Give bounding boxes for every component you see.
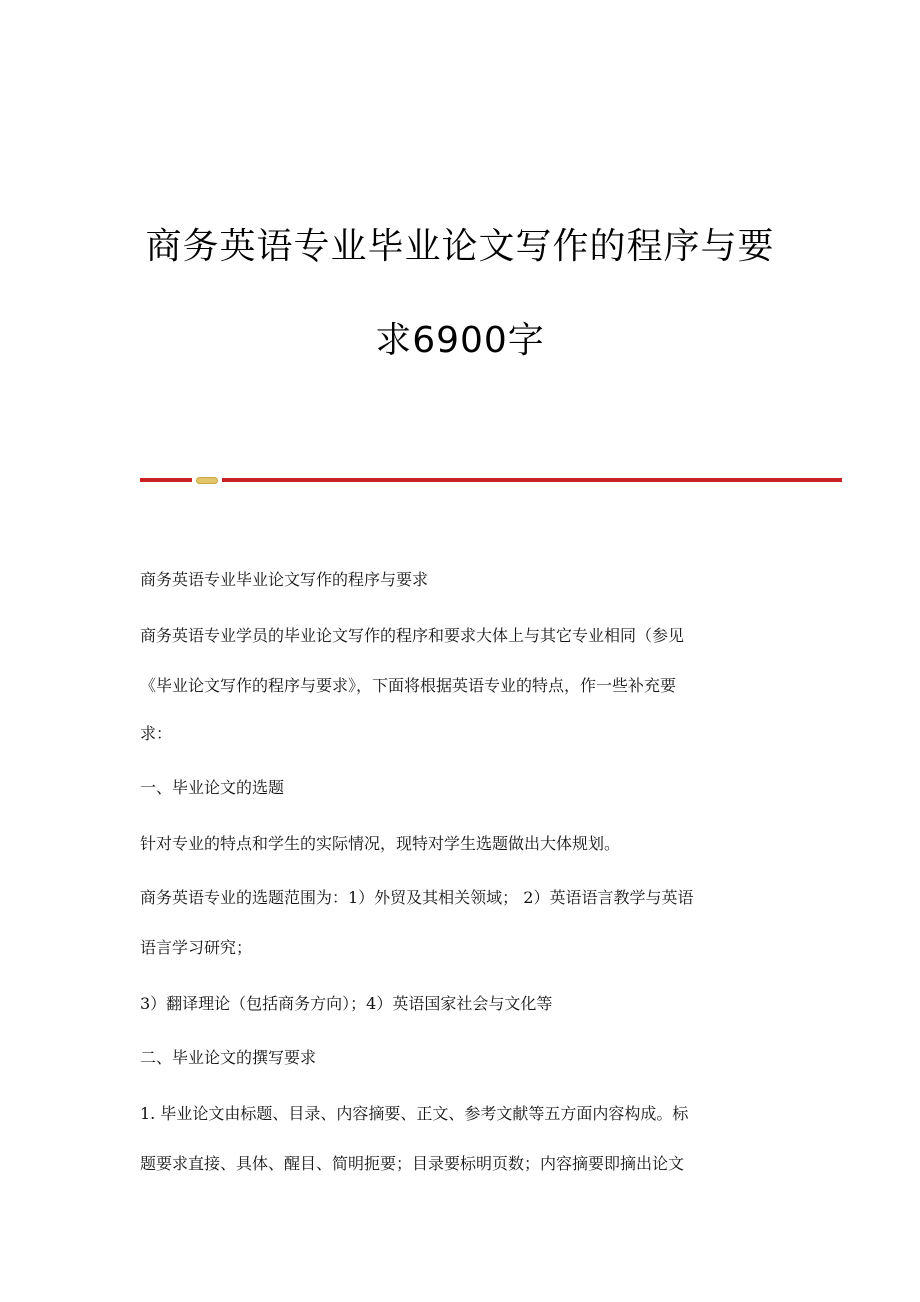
document-title-line-2: 求6900字 (375, 320, 545, 361)
body-line: 1. 毕业论文由标题、目录、内容摘要、正文、参考文献等五方面内容构成。标 (140, 1104, 689, 1123)
body-line: 《毕业论文写作的程序与要求》，下面将根据英语专业的特点，作一些补充要 (140, 676, 677, 695)
body-line: 商务英语专业学员的毕业论文写作的程序和要求大体上与其它专业相同（参见 (140, 626, 685, 645)
body-line: 求： (140, 724, 173, 743)
body-line-subtitle: 商务英语专业毕业论文写作的程序与要求 (140, 570, 429, 589)
section-heading-1: 一、毕业论文的选题 (140, 778, 285, 797)
body-line: 商务英语专业的选题范围为：1）外贸及其相关领域； 2）英语语言教学与英语 (140, 888, 694, 907)
body-line: 针对专业的特点和学生的实际情况，现特对学生选题做出大体规划。 (140, 834, 621, 853)
body-line: 3）翻译理论（包括商务方向）；4）英语国家社会与文化等 (140, 994, 553, 1013)
section-heading-2: 二、毕业论文的撰写要求 (140, 1048, 317, 1067)
body-line: 题要求直接、具体、醒目、简明扼要；目录要标明页数；内容摘要即摘出论文 (140, 1154, 685, 1173)
document-title-line-1: 商务英语专业毕业论文写作的程序与要 (145, 226, 775, 267)
body-line: 语言学习研究； (140, 938, 253, 957)
title-divider-left (140, 478, 192, 482)
divider-ornament-icon (196, 477, 218, 484)
title-divider-right (222, 478, 842, 482)
